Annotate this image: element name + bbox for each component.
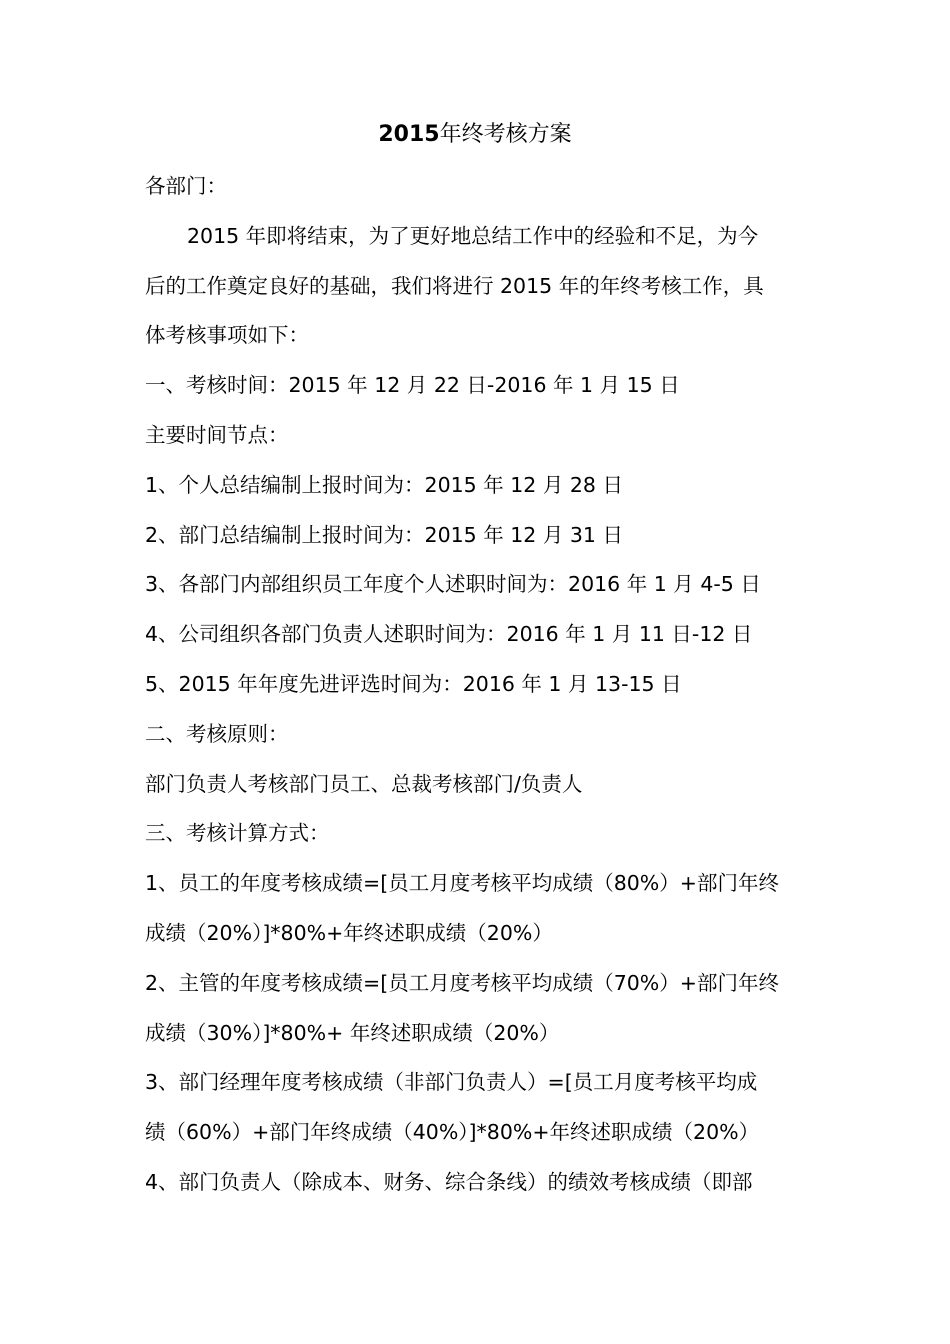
calculation-line: 3、部门经理年度考核成绩（非部门负责人）=[员工月度考核平均成 <box>145 1070 758 1095</box>
calculation-line: 2、主管的年度考核成绩=[员工月度考核平均成绩（70%）+部门年终 <box>145 970 779 995</box>
calculation-line: 成绩（20%）]*80%+年终述职成绩（20%） <box>145 920 553 945</box>
milestone-item: 2、部门总结编制上报时间为：2015 年 12 月 31 日 <box>145 522 623 547</box>
intro-line: 2015 年即将结束，为了更好地总结工作中的经验和不足，为今 <box>187 223 759 248</box>
document-body <box>145 166 815 1212</box>
section-heading-time: 一、考核时间：2015 年 12 月 22 日-2016 年 1 月 15 日 <box>145 373 680 398</box>
salutation: 各部门： <box>145 174 227 198</box>
title-year: 2015 <box>378 122 440 147</box>
title-text: 年终考核方案 <box>439 122 572 147</box>
calculation-line: 成绩（30%）]*80%+ 年终述职成绩（20%） <box>145 1020 560 1045</box>
intro-line: 后的工作奠定良好的基础，我们将进行 2015 年的年终考核工作，具 <box>145 273 764 298</box>
document-title <box>0 118 950 152</box>
principle-text: 部门负责人考核部门员工、总裁考核部门/负责人 <box>145 771 583 796</box>
calculation-line: 绩（60%）+部门年终成绩（40%）]*80%+年终述职成绩（20%） <box>145 1120 760 1145</box>
calculation-line: 1、员工的年度考核成绩=[员工月度考核平均成绩（80%）+部门年终 <box>145 871 779 896</box>
milestone-item: 4、公司组织各部门负责人述职时间为：2016 年 1 月 11 日-12 日 <box>145 622 753 647</box>
milestone-item: 1、个人总结编制上报时间为：2015 年 12 月 28 日 <box>145 472 623 497</box>
intro-line: 体考核事项如下： <box>145 323 309 348</box>
milestone-item: 5、2015 年年度先进评选时间为：2016 年 1 月 13-15 日 <box>145 671 682 696</box>
milestone-item: 3、各部门内部组织员工年度个人述职时间为：2016 年 1 月 4-5 日 <box>145 572 761 597</box>
calculation-line: 4、部门负责人（除成本、财务、综合条线）的绩效考核成绩（即部 <box>145 1169 753 1194</box>
sub-heading-milestones: 主要时间节点： <box>145 422 289 447</box>
section-heading-calculation: 三、考核计算方式： <box>145 821 330 846</box>
section-heading-principle: 二、考核原则： <box>145 721 289 746</box>
